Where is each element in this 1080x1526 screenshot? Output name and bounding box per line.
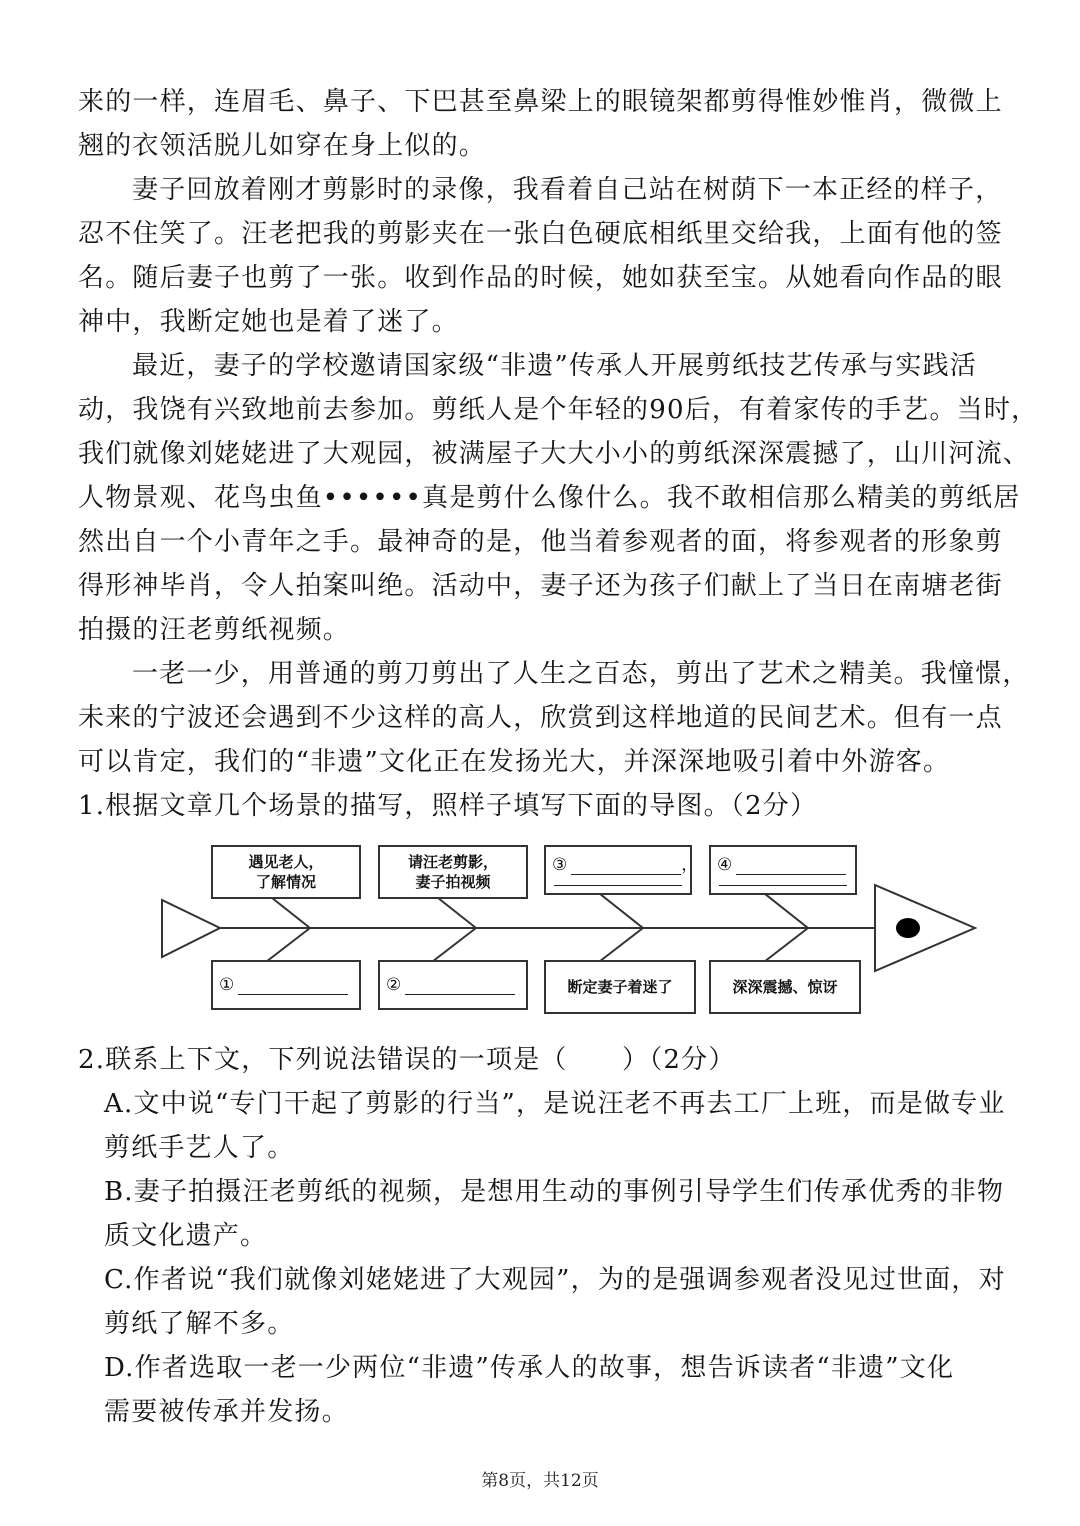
fish-eye-shape: [896, 918, 920, 938]
option-d[interactable]: D.作者选取一老一少两位“非遗”传承人的故事，想告诉读者“非遗”文化: [104, 1353, 955, 1383]
diagram-box-top-1: 遇见老人， 了解情况: [211, 845, 361, 899]
passage-line: 一老一少，用普通的剪刀剪出了人生之百态，剪出了艺术之精美。我憧憬，: [132, 659, 1030, 689]
diagram-box-top-4-blank[interactable]: ④: [709, 845, 857, 895]
passage-line: 翘的衣领活脱儿如穿在身上似的。: [78, 131, 487, 161]
option-c-cont: 剪纸了解不多。: [104, 1309, 295, 1339]
option-c[interactable]: C.作者说“我们就像刘姥姥进了大观园”，为的是强调参观者没见过世面，对: [104, 1265, 1006, 1295]
diagram-box-top-3-blank[interactable]: ③ ，: [544, 845, 692, 895]
passage-line: 拍摄的汪老剪纸视频。: [78, 615, 351, 645]
passage-line: 动，我饶有兴致地前去参加。剪纸人是个年轻的90后，有着家传的手艺。当时，: [78, 395, 1039, 425]
passage-line: 我们就像刘姥姥进了大观园，被满屋子大大小小的剪纸深深震撼了，山川河流、: [78, 439, 1031, 469]
passage-line: 可以肯定，我们的“非遗”文化正在发扬光大，并深深地吸引着中外游客。: [78, 747, 951, 777]
passage-line: 然出自一个小青年之手。最神奇的是，他当着参观者的面，将参观者的形象剪: [78, 527, 1003, 557]
question-2-stem: 2.联系上下文，下列说法错误的一项是（ ）（2分）: [78, 1045, 736, 1075]
passage-line: 名。随后妻子也剪了一张。收到作品的时候，她如获至宝。从她看向作品的眼: [78, 263, 1003, 293]
option-d-cont: 需要被传承并发扬。: [104, 1397, 349, 1427]
passage-line: 来的一样，连眉毛、鼻子、下巴甚至鼻梁上的眼镜架都剪得惟妙惟肖，微微上: [78, 87, 1003, 117]
passage-line: 未来的宁波还会遇到不少这样的高人，欣赏到这样地道的民间艺术。但有一点: [78, 703, 1003, 733]
diagram-box-bottom-3: 断定妻子着迷了: [544, 960, 696, 1014]
passage-line: 忍不住笑了。汪老把我的剪影夹在一张白色硬底相纸里交给我，上面有他的签: [78, 219, 1003, 249]
page-number: 第8页，共12页: [481, 1471, 599, 1491]
diagram-box-bottom-2-blank[interactable]: ②: [378, 960, 528, 1010]
question-1-stem: 1.根据文章几个场景的描写，照样子填写下面的导图。（2分）: [78, 791, 818, 821]
option-a-cont: 剪纸手艺人了。: [104, 1133, 295, 1163]
option-b-cont: 质文化遗产。: [104, 1221, 268, 1251]
diagram-box-bottom-4: 深深震撼、惊讶: [709, 960, 861, 1014]
passage-line: 神中，我断定她也是着了迷了。: [78, 307, 459, 337]
passage-line: 得形神毕肖，令人拍案叫绝。活动中，妻子还为孩子们献上了当日在南塘老街: [78, 571, 1003, 601]
passage-line: 人物景观、花鸟虫鱼••••••真是剪什么像什么。我不敢相信那么精美的剪纸居: [78, 483, 1021, 513]
diagram-box-bottom-1-blank[interactable]: ①: [211, 960, 361, 1010]
fish-tail-shape: [162, 900, 220, 957]
option-b[interactable]: B.妻子拍摄汪老剪纸的视频，是想用生动的事例引导学生们传承优秀的非物: [104, 1177, 1005, 1207]
fish-head-shape: [875, 885, 975, 971]
option-a[interactable]: A.文中说“专门干起了剪影的行当”，是说汪老不再去工厂上班，而是做专业: [104, 1089, 1006, 1119]
diagram-box-top-2: 请汪老剪影， 妻子拍视频: [378, 845, 528, 899]
passage-line: 最近，妻子的学校邀请国家级“非遗”传承人开展剪纸技艺传承与实践活: [132, 351, 977, 381]
passage-line: 妻子回放着刚才剪影时的录像，我看着自己站在树荫下一本正经的样子，: [132, 175, 1003, 205]
